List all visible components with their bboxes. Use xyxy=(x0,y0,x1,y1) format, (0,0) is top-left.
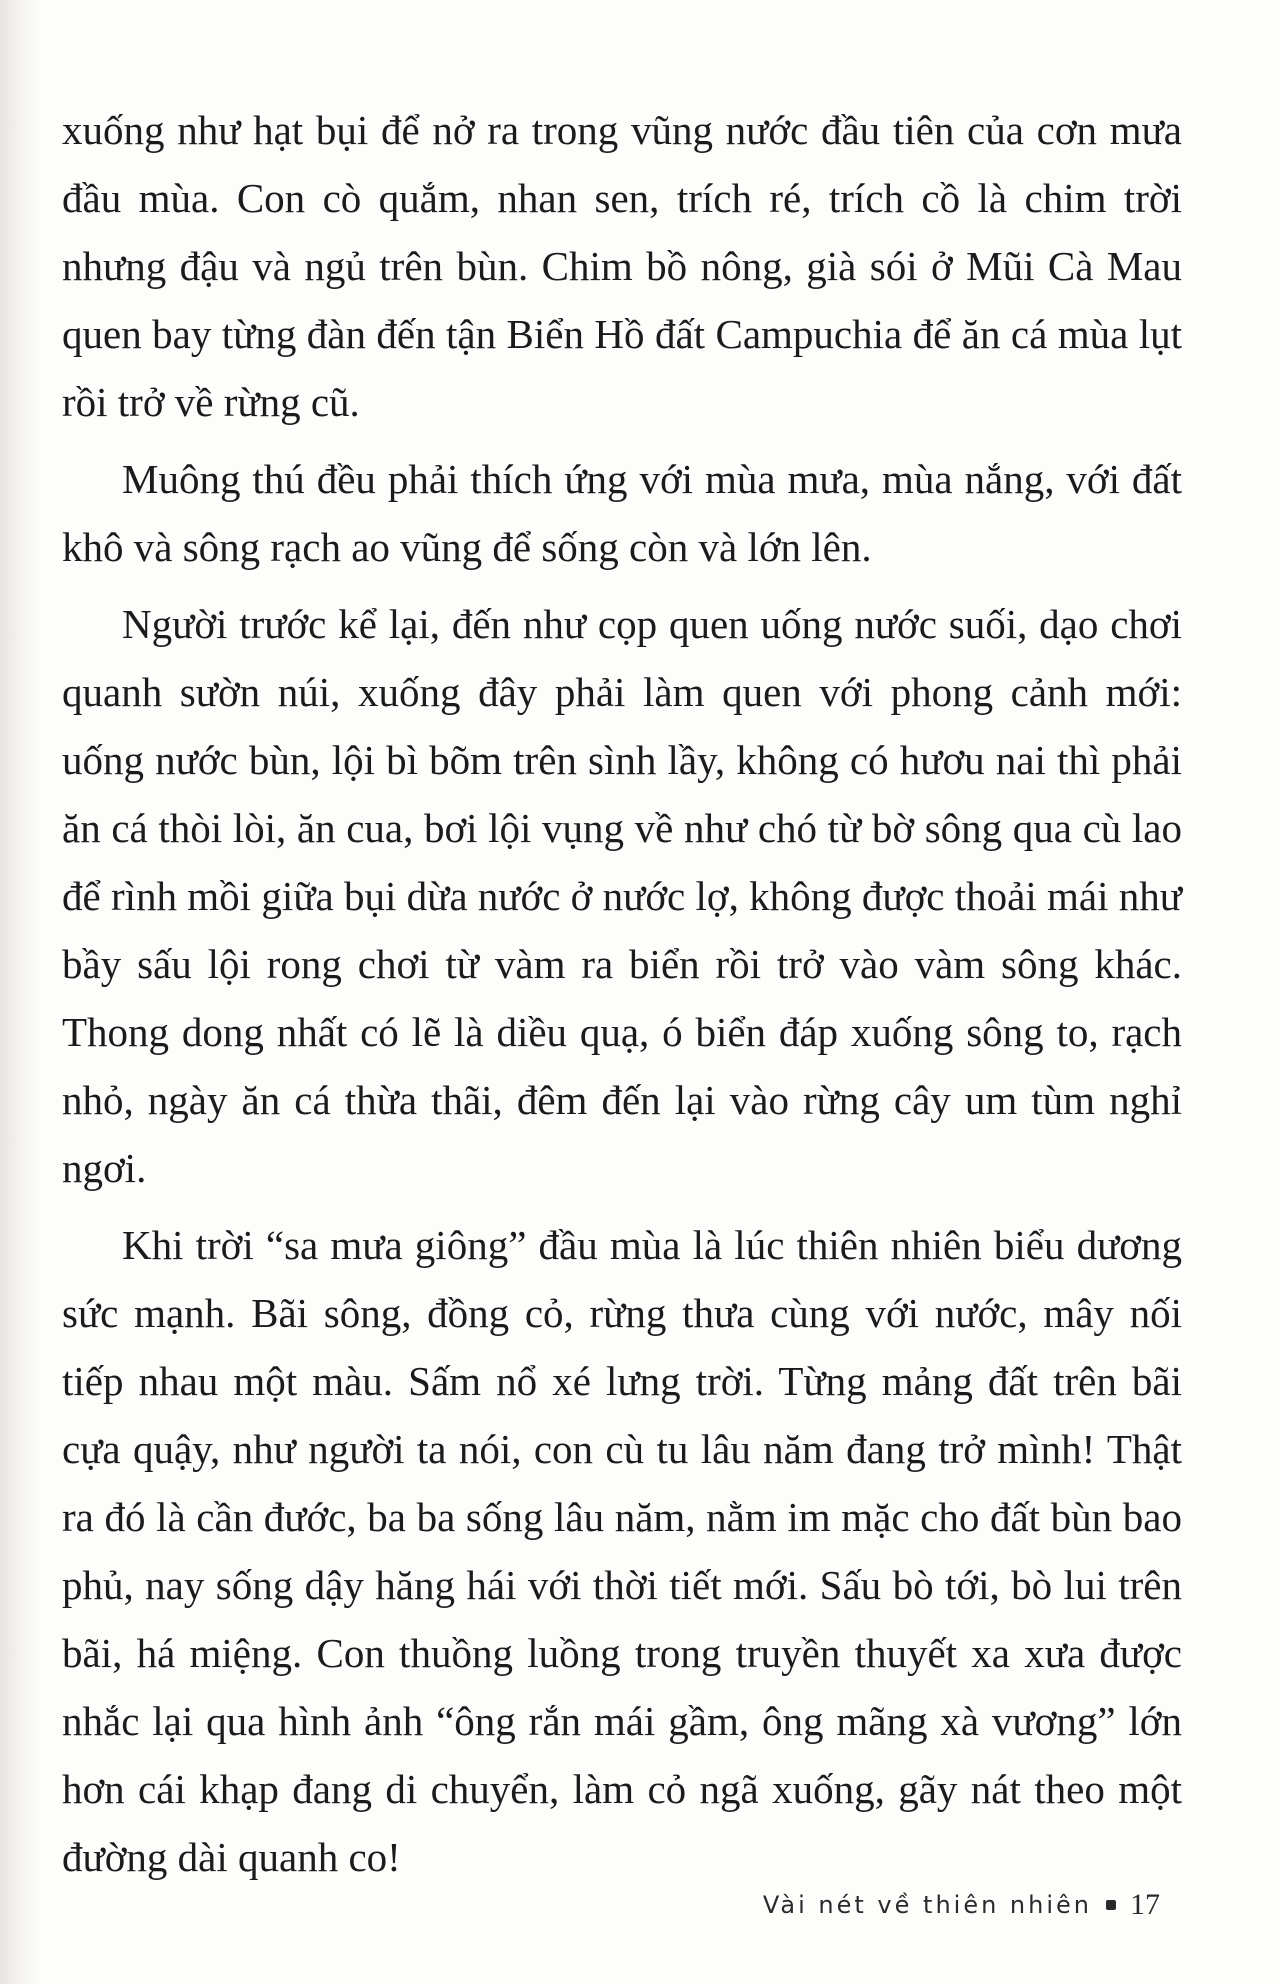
binding-shadow xyxy=(0,0,40,1984)
body-text xyxy=(62,96,1182,1900)
paragraph-3: Người trước kể lại, đến như cọp quen uống nước suối, dạo chơi quanh sườn núi, xuống đây phải làm quen với phong cảnh mới: uống nước bùn, lội bì bõm trên sình lầy, không có hươu nai thì phải ăn cá thòi lòi, ăn cua, bơi lội vụng về như chó từ bờ sông qua cù lao để rình mồi giữa bụi dừa nước ở nước lợ, không được thoải mái như bầy sấu lội rong chơi từ vàm ra biển rồi trở vào vàm sông khác. Thong dong nhất có lẽ là diều quạ, ó biển đáp xuống sông to, rạch nhỏ, ngày ăn cá thừa thãi, đêm đến lại vào rừng cây um tùm nghỉ ngơi. xyxy=(62,601,1182,1191)
running-title: Vài nét về thiên nhiên xyxy=(762,1891,1092,1919)
bullet-icon xyxy=(1106,1900,1116,1910)
paragraph-2: Muông thú đều phải thích ứng với mùa mưa, mùa nắng, với đất khô và sông rạch ao vũng để sống còn và lớn lên. xyxy=(62,456,1182,570)
paragraph-4: Khi trời “sa mưa giông” đầu mùa là lúc thiên nhiên biểu dương sức mạnh. Bãi sông, đồng cỏ, rừng thưa cùng với nước, mây nối tiếp nhau một màu. Sấm nổ xé lưng trời. Từng mảng đất trên bãi cựa quậy, như người ta nói, con cù tu lâu năm đang trở mình! Thật ra đó là cần đước, ba ba sống lâu năm, nằm im mặc cho đất bùn bao phủ, nay sống dậy hăng hái với thời tiết mới. Sấu bò tới, bò lui trên bãi, há miệng. Con thuồng luồng trong truyền thuyết xa xưa được nhắc lại qua hình ảnh “ông rắn mái gầm, ông mãng xà vương” lớn hơn cái khạp đang di chuyển, làm cỏ ngã xuống, gãy nát theo một đường dài quanh co! xyxy=(62,1222,1182,1880)
page-number: 17 xyxy=(1130,1888,1160,1921)
page-footer xyxy=(763,1888,1160,1922)
paragraph-1: xuống như hạt bụi để nở ra trong vũng nước đầu tiên của cơn mưa đầu mùa. Con cò quắm, nhan sen, trích ré, trích cồ là chim trời nhưng đậu và ngủ trên bùn. Chim bồ nông, già sói ở Mũi Cà Mau quen bay từng đàn đến tận Biển Hồ đất Campuchia để ăn cá mùa lụt rồi trở về rừng cũ. xyxy=(62,107,1182,425)
